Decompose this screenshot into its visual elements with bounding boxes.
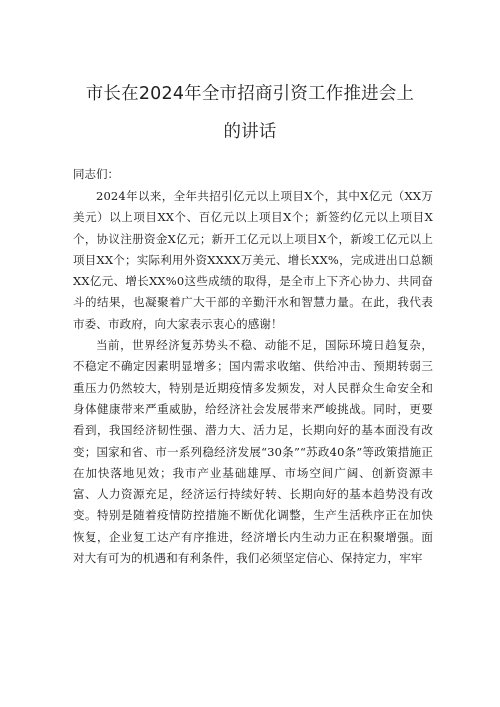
- paragraph-situation: 当前，世界经济复苏势头不稳、动能不足，国际环境日趋复杂，不稳定不确定因素明显增多；国内需求收缩、供给冲击、预期转弱三重压力仍然较大，特别是近期疫情多发频发，对人民群众生命安全和身体健康带来严重威胁，给经济社会发展带来严峻挑战。同时，更要看到，我国经济韧性强、潜力大、活力足，长期向好的基本面没有改变；国家和省、市一系列稳经济发展“30条”“苏政40条”等政策措施正在加快落地见效；我市产业基础雄厚、市场空间广阔、创新资源丰富、人力资源充足，经济运行持续好转、长期向好的基本趋势没有改变。特别是随着疫情防控措施不断优化调整，生产生活秩序正在加快恢复，企业复工达产有序推进，经济增长内生动力正在积聚增强。面对大有可为的机遇和有利条件，我们必须坚定信心、保持定力，牢牢: [73, 338, 433, 566]
- document-title-line-1: 市长在2024年全市招商引资工作推进会上: [85, 84, 415, 104]
- document-title-line-2: 的讲话: [223, 122, 277, 142]
- speech-body: [73, 186, 433, 569]
- paragraph-achievements: 2024年以来，全年共招引亿元以上项目X个，其中X亿元（XX万美元）以上项目XX个、百亿元以上项目X个；新签约亿元以上项目X个，协议注册资金X亿元；新开工亿元以上项目X个，新竣工亿元以上项目XX个；实际利用外资XXXX万美元、增长XX%，完成进出口总额XX亿元、增长XX%0这些成绩的取得，是全市上下齐心协力、共同奋斗的结果，也凝聚着广大干部的辛勤汗水和智慧力量。在此，我代表市委、市政府，向大家表示衷心的感谢！: [73, 189, 433, 331]
- salutation: 同志们：: [73, 167, 119, 181]
